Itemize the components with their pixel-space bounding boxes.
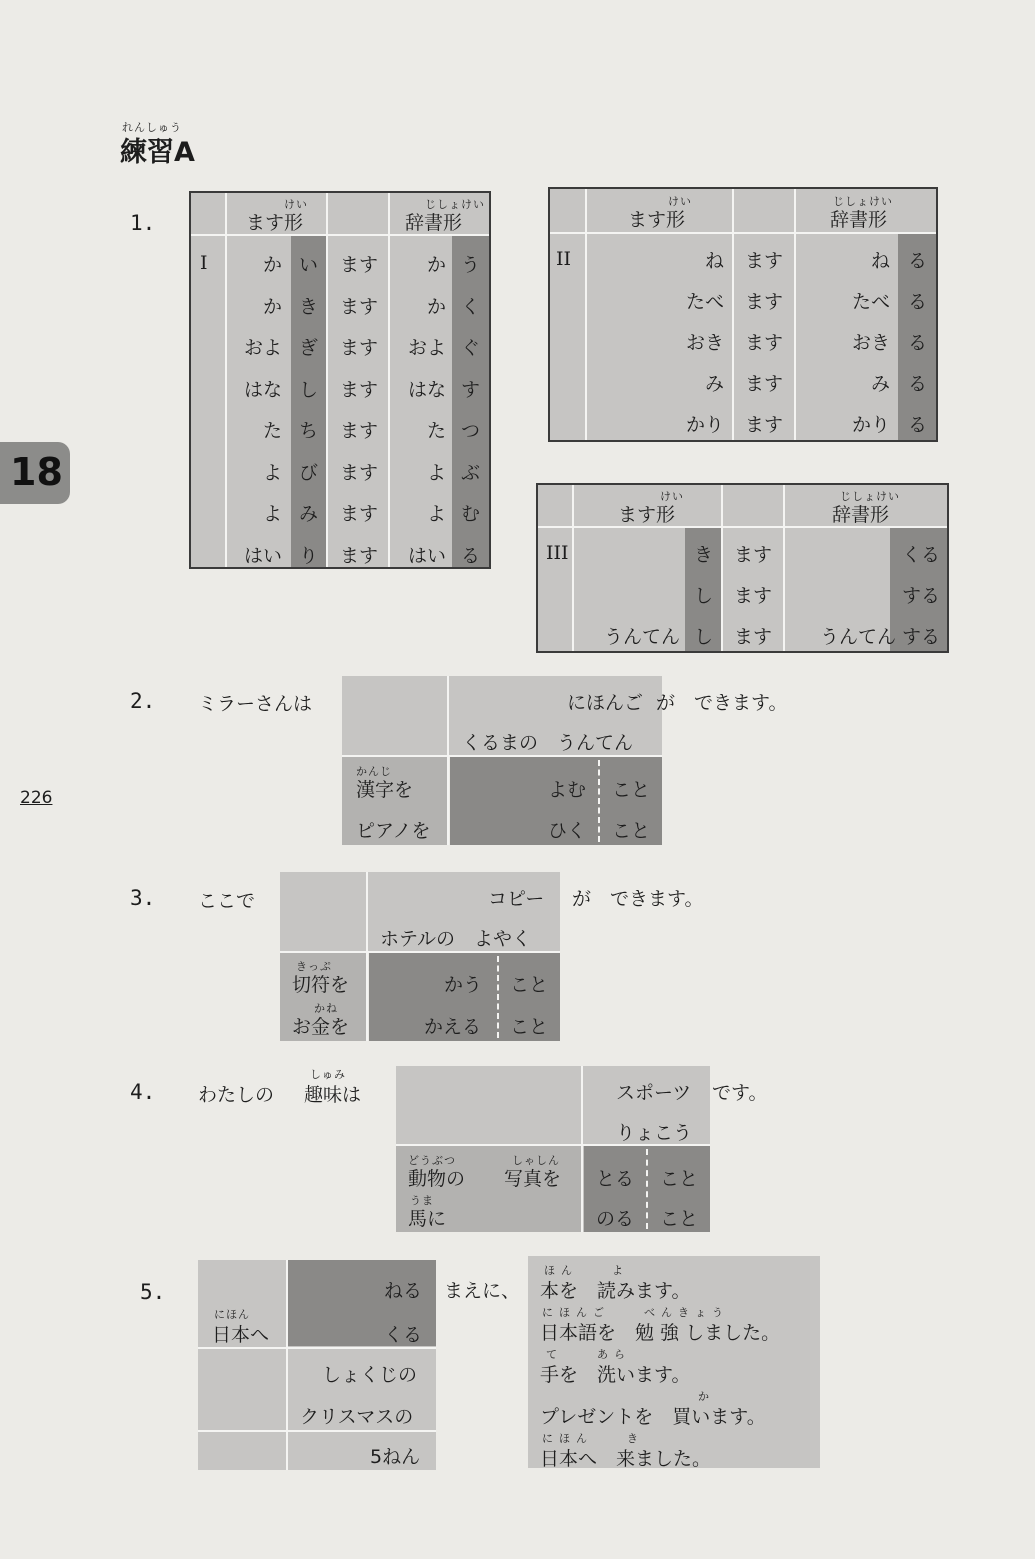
verb-stem: よ bbox=[262, 503, 282, 525]
masu-ending: ち bbox=[299, 420, 319, 442]
verb-stem: よ bbox=[262, 461, 282, 484]
group-label: II bbox=[556, 248, 572, 270]
masu-ending: し bbox=[694, 626, 714, 648]
ex2-subject: ミラーさんは bbox=[198, 693, 313, 715]
ex5-left-object: 日本へ bbox=[212, 1324, 270, 1346]
ex3-number: 3. bbox=[130, 886, 156, 910]
masu-header: ます形 bbox=[246, 212, 304, 234]
ex3-option-1: コピー bbox=[488, 888, 545, 910]
dict-ending: す bbox=[461, 378, 481, 401]
ex3-option-3-object: 切符を bbox=[292, 974, 350, 996]
masu-suffix: ます bbox=[340, 544, 379, 567]
masu-suffix: ます bbox=[340, 254, 379, 276]
masu-suffix: ます bbox=[340, 295, 379, 318]
title-ruby: れんしゅう bbox=[122, 121, 182, 134]
dict-ending: る bbox=[461, 544, 481, 567]
ex4-option-3-a: 動物の bbox=[408, 1168, 466, 1190]
ex5-mae: まえに、 bbox=[444, 1280, 521, 1302]
ex4-hobby: 趣味は bbox=[304, 1084, 362, 1106]
ex5-option-3: しょくじの bbox=[322, 1364, 418, 1386]
ex2-option-3-koto: こと bbox=[612, 779, 651, 801]
ex1-number: 1. bbox=[130, 211, 156, 235]
ex5-right-ruby: か bbox=[698, 1390, 715, 1403]
masu-ending: し bbox=[694, 585, 714, 607]
page-number: 226 bbox=[20, 788, 53, 808]
masu-ending: い bbox=[299, 254, 319, 276]
ex4-option-4-verb: のる bbox=[596, 1208, 635, 1230]
ex3-option-3-verb: かう bbox=[444, 974, 483, 996]
dict-form: うんてん する bbox=[819, 626, 940, 648]
dict-stem: た bbox=[426, 420, 446, 442]
dict-stem: たべ bbox=[851, 291, 890, 313]
ex3-subject: ここで bbox=[198, 890, 256, 912]
ex2-tail: が できます。 bbox=[656, 692, 788, 714]
verb-stem: み bbox=[704, 373, 724, 395]
masu-suffix: ます bbox=[745, 373, 784, 395]
ex5-number: 5. bbox=[140, 1280, 166, 1304]
ex3-option-4-koto: こと bbox=[510, 1016, 549, 1038]
ex5-right-ruby: にほん き bbox=[542, 1432, 644, 1445]
dict-ending: る bbox=[908, 414, 928, 436]
ex5-right-ruby: て あら bbox=[546, 1348, 631, 1361]
ex3-ruby-kane: かね bbox=[314, 1002, 338, 1015]
masu-ending: き bbox=[694, 544, 714, 566]
dict-ending: む bbox=[461, 503, 481, 525]
dict-form: する bbox=[901, 585, 940, 607]
ex4-ruby-shumi: しゅみ bbox=[310, 1068, 346, 1081]
dict-stem: み bbox=[870, 373, 890, 395]
verb-stem: か bbox=[262, 254, 282, 276]
ex5-option-1: ねる bbox=[384, 1280, 423, 1302]
jisho-ruby: じしょけい bbox=[425, 198, 485, 211]
dict-ending: ぶ bbox=[461, 461, 481, 484]
ex5-option-4: クリスマスの bbox=[300, 1406, 414, 1428]
ex4-option-3-b: 写真を bbox=[504, 1168, 562, 1190]
page-title: 練習A bbox=[120, 137, 195, 168]
chapter-tab bbox=[0, 442, 70, 504]
ex5-right-sentence: 手を 洗います。 bbox=[540, 1364, 691, 1386]
verb-stem: か bbox=[262, 295, 282, 318]
jisho-header: 辞書形 bbox=[832, 504, 890, 526]
ex2-option-4-verb: ひく bbox=[548, 820, 587, 842]
ex5-right-sentence: 日本語を 勉 強 しました。 bbox=[540, 1322, 781, 1344]
ex3-option-4-object: お金を bbox=[292, 1016, 350, 1038]
ex4-option-4-a: 馬に bbox=[408, 1208, 447, 1230]
ex5-right-sentence: プレゼントを 買います。 bbox=[540, 1406, 766, 1428]
masu-ruby: けい bbox=[284, 198, 308, 211]
masu-header: ます形 bbox=[618, 504, 676, 526]
ex4-subject: わたしの bbox=[198, 1084, 275, 1106]
dict-ending: る bbox=[908, 332, 928, 354]
ex4-option-1: スポーツ bbox=[616, 1082, 692, 1104]
verb-stem: およ bbox=[243, 337, 282, 359]
verb-stem: はい bbox=[243, 544, 282, 567]
verb-stem: たべ bbox=[685, 291, 724, 313]
dict-stem: はい bbox=[407, 544, 446, 567]
masu-suffix: ます bbox=[734, 626, 773, 648]
ex3-ruby-kippu: きっぷ bbox=[296, 960, 332, 973]
jisho-header: 辞書形 bbox=[830, 209, 888, 231]
dict-stem: よ bbox=[426, 461, 446, 484]
masu-ending: き bbox=[299, 295, 319, 318]
masu-suffix: ます bbox=[734, 544, 773, 566]
dict-ending: つ bbox=[461, 420, 481, 442]
chapter-number: 18 bbox=[10, 450, 63, 494]
masu-ending: み bbox=[299, 503, 319, 525]
ex4-ruby-uma: うま bbox=[410, 1194, 434, 1207]
masu-header: ます形 bbox=[628, 209, 686, 231]
masu-ending: し bbox=[299, 378, 319, 401]
dict-stem: か bbox=[426, 254, 446, 276]
jisho-header: 辞書形 bbox=[405, 212, 463, 234]
masu-suffix: ます bbox=[340, 461, 379, 484]
masu-ending: ぎ bbox=[299, 337, 319, 359]
ex2-option-3-object: 漢字を bbox=[356, 779, 414, 801]
masu-suffix: ます bbox=[745, 291, 784, 313]
masu-suffix: ます bbox=[340, 378, 379, 401]
dict-ending: ぐ bbox=[461, 337, 481, 359]
masu-ending: び bbox=[299, 461, 319, 484]
masu-suffix: ます bbox=[745, 414, 784, 436]
group-label: III bbox=[546, 542, 569, 564]
ex2-option-2: くるまの うんてん bbox=[462, 732, 634, 754]
ex4-ruby-shashin: しゃしん bbox=[512, 1154, 560, 1167]
ex4-option-3-verb: とる bbox=[596, 1168, 635, 1190]
ex5-right-sentence: 日本へ 来ました。 bbox=[540, 1448, 712, 1470]
verb-stem: ね bbox=[704, 250, 724, 272]
jisho-ruby: じしょけい bbox=[840, 490, 900, 503]
ex3-option-3-koto: こと bbox=[510, 974, 549, 996]
masu-suffix: ます bbox=[340, 420, 379, 442]
ex3-option-2: ホテルの よやく bbox=[380, 928, 532, 950]
ex2-option-4-koto: こと bbox=[612, 820, 651, 842]
jisho-ruby: じしょけい bbox=[833, 195, 893, 208]
dict-stem: かり bbox=[851, 414, 890, 436]
dict-ending: う bbox=[461, 254, 481, 276]
dict-stem: はな bbox=[407, 378, 446, 401]
ex3-option-4-verb: かえる bbox=[424, 1016, 482, 1038]
ex4-option-2: りょこう bbox=[616, 1122, 693, 1144]
ex5-option-2: くる bbox=[384, 1324, 423, 1346]
dict-stem: ね bbox=[870, 250, 890, 272]
dict-stem: およ bbox=[407, 337, 446, 359]
masu-ending: り bbox=[299, 544, 319, 567]
dict-ending: る bbox=[908, 373, 928, 395]
ex2-number: 2. bbox=[130, 689, 156, 713]
dict-stem: か bbox=[426, 295, 446, 318]
ex2-option-1: にほんご bbox=[567, 692, 644, 714]
verb-stem: うんてん bbox=[603, 626, 680, 648]
verb-stem: た bbox=[262, 420, 282, 442]
dict-ending: く bbox=[461, 295, 481, 318]
masu-suffix: ます bbox=[340, 503, 379, 525]
masu-suffix: ます bbox=[745, 332, 784, 354]
dict-ending: る bbox=[908, 250, 928, 272]
ex4-option-4-koto: こと bbox=[660, 1208, 699, 1230]
ex2-option-4-object: ピアノを bbox=[356, 820, 431, 842]
verb-stem: かり bbox=[685, 414, 724, 436]
ex4-ruby-doubutsu: どうぶつ bbox=[408, 1154, 456, 1167]
masu-suffix: ます bbox=[745, 250, 784, 272]
masu-suffix: ます bbox=[734, 585, 773, 607]
verb-stem: おき bbox=[685, 332, 724, 354]
ex5-option-5: 5ねん bbox=[370, 1446, 421, 1468]
dict-form: くる bbox=[901, 544, 940, 566]
verb-stem: はな bbox=[243, 378, 282, 401]
ex2-option-3-verb: よむ bbox=[548, 779, 587, 801]
ex2-ruby-kanji: かんじ bbox=[356, 765, 392, 778]
ex5-right-sentence: 本を 読みます。 bbox=[540, 1280, 691, 1302]
group-label: I bbox=[200, 252, 208, 274]
masu-ruby: けい bbox=[668, 195, 692, 208]
masu-suffix: ます bbox=[340, 337, 379, 359]
ex4-tail: です。 bbox=[712, 1082, 768, 1104]
masu-ruby: けい bbox=[660, 490, 684, 503]
dict-stem: おき bbox=[851, 332, 890, 354]
ex5-right-ruby: にほんご べんきょう bbox=[542, 1306, 729, 1319]
ex4-option-3-koto: こと bbox=[660, 1168, 699, 1190]
ex5-ruby-nihon: にほん bbox=[214, 1308, 250, 1321]
dict-stem: よ bbox=[426, 503, 446, 525]
ex3-tail: が できます。 bbox=[572, 888, 704, 910]
ex5-right-ruby: ほん よ bbox=[544, 1264, 629, 1277]
dict-ending: る bbox=[908, 291, 928, 313]
ex4-number: 4. bbox=[130, 1080, 156, 1104]
